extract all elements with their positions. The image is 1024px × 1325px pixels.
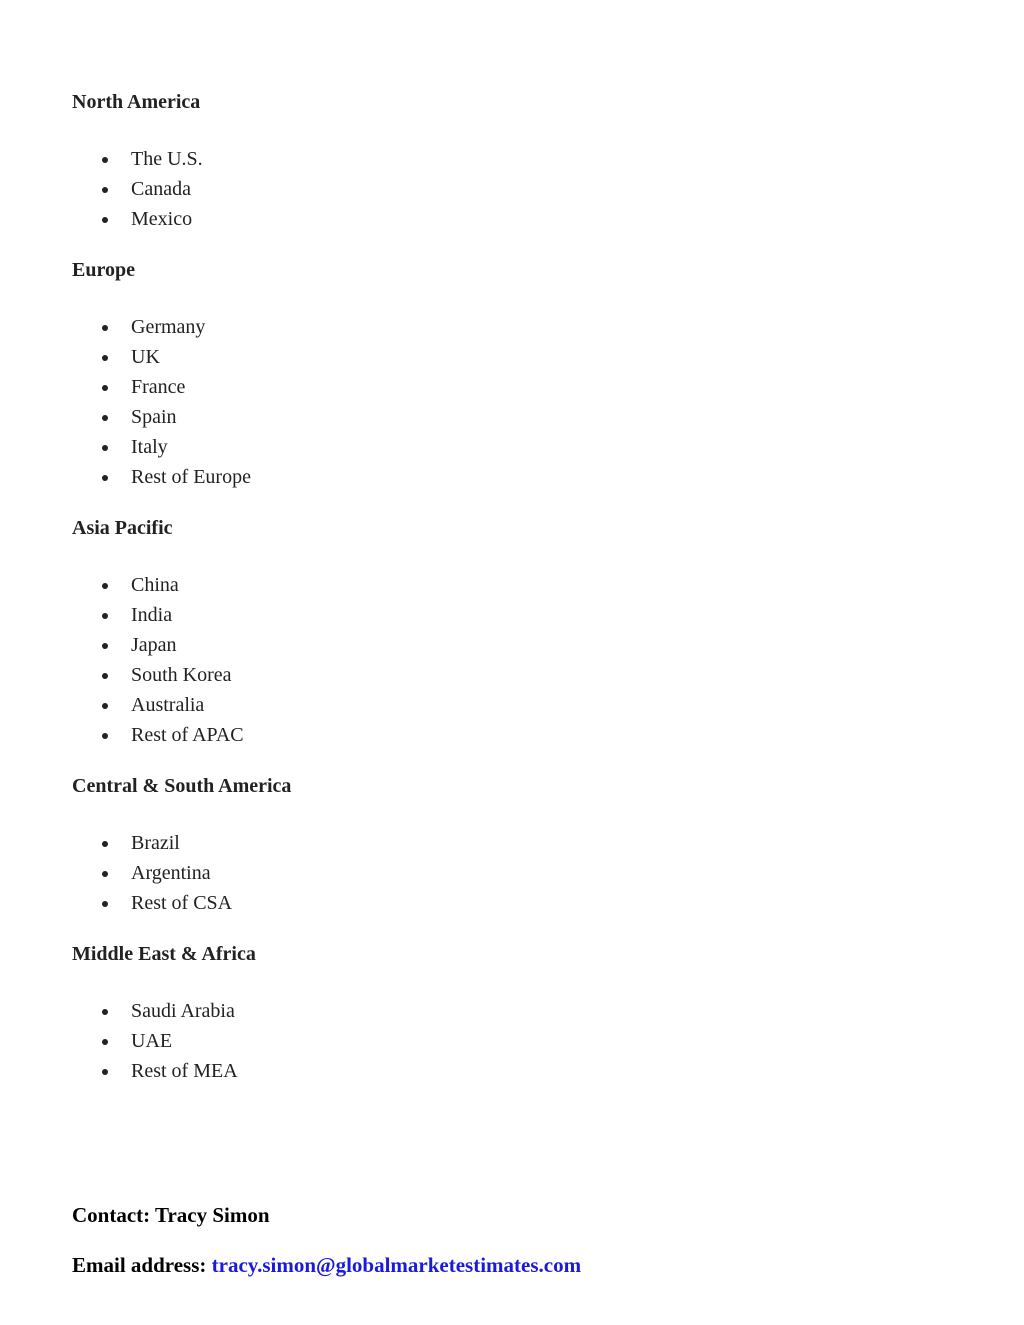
region-heading: North America — [72, 91, 201, 113]
list-item-label: UK — [131, 346, 160, 368]
list-item-label: Rest of Europe — [131, 466, 251, 488]
region-asia-pacific — [72, 516, 244, 750]
bullet-icon — [102, 187, 108, 193]
bullet-icon — [102, 217, 108, 223]
email-link[interactable]: tracy.simon@globalmarketestimates.com — [211, 1253, 582, 1277]
list-item-label: Brazil — [131, 832, 180, 854]
list-item-label: China — [131, 574, 179, 596]
bullet-icon — [102, 703, 108, 709]
list-item-label: Saudi Arabia — [131, 1000, 235, 1022]
bullet-icon — [102, 355, 108, 361]
bullet-icon — [102, 871, 108, 877]
bullet-icon — [102, 385, 108, 391]
list-item-label: Italy — [131, 436, 168, 458]
list-item — [72, 372, 251, 402]
region-europe — [72, 258, 251, 492]
bullet-icon — [102, 415, 108, 421]
list-item — [72, 312, 251, 342]
region-heading: Middle East & Africa — [72, 943, 256, 965]
list-item-label: UAE — [131, 1030, 173, 1052]
list-item — [72, 660, 244, 690]
region-list — [72, 828, 291, 918]
bullet-icon — [102, 643, 108, 649]
list-item — [72, 720, 244, 750]
list-item — [72, 888, 291, 918]
region-list — [72, 144, 203, 234]
list-item — [72, 204, 203, 234]
list-item-label: Australia — [131, 694, 205, 716]
list-item-label: Mexico — [131, 208, 193, 230]
list-item-label: India — [131, 604, 173, 626]
region-central-south-america — [72, 774, 291, 918]
list-item-label: Japan — [131, 634, 177, 656]
bullet-icon — [102, 583, 108, 589]
list-item-label: Spain — [131, 406, 177, 428]
list-item — [72, 690, 244, 720]
list-item — [72, 600, 244, 630]
bullet-icon — [102, 841, 108, 847]
list-item — [72, 858, 291, 888]
list-item-label: Argentina — [131, 862, 211, 884]
list-item-label: Rest of APAC — [131, 724, 244, 746]
list-item — [72, 1026, 256, 1056]
region-list — [72, 312, 251, 492]
region-middle-east-africa — [72, 942, 256, 1086]
bullet-icon — [102, 445, 108, 451]
list-item — [72, 174, 203, 204]
region-heading: Asia Pacific — [72, 517, 173, 539]
region-heading: Central & South America — [72, 775, 292, 797]
list-item — [72, 630, 244, 660]
bullet-icon — [102, 1039, 108, 1045]
bullet-icon — [102, 157, 108, 163]
bullet-icon — [102, 475, 108, 481]
region-heading: Europe — [72, 259, 135, 281]
list-item-label: France — [131, 376, 186, 398]
list-item — [72, 462, 251, 492]
list-item — [72, 996, 256, 1026]
region-list — [72, 570, 244, 750]
bullet-icon — [102, 901, 108, 907]
list-item-label: Canada — [131, 178, 191, 200]
bullet-icon — [102, 733, 108, 739]
contact-name: Contact: Tracy Simon — [72, 1203, 270, 1227]
list-item-label: South Korea — [131, 664, 232, 686]
list-item — [72, 828, 291, 858]
bullet-icon — [102, 613, 108, 619]
list-item-label: Rest of MEA — [131, 1060, 238, 1082]
bullet-icon — [102, 325, 108, 331]
list-item-label: Germany — [131, 316, 206, 338]
list-item-label: The U.S. — [131, 148, 203, 170]
list-item-label: Rest of CSA — [131, 892, 233, 914]
bullet-icon — [102, 1069, 108, 1075]
list-item — [72, 342, 251, 372]
list-item — [72, 402, 251, 432]
bullet-icon — [102, 1009, 108, 1015]
contact-email-line — [72, 1252, 581, 1278]
region-north-america — [72, 90, 203, 234]
region-list — [72, 996, 256, 1086]
email-label: Email address: — [72, 1253, 207, 1277]
list-item — [72, 432, 251, 462]
list-item — [72, 570, 244, 600]
list-item — [72, 1056, 256, 1086]
bullet-icon — [102, 673, 108, 679]
list-item — [72, 144, 203, 174]
